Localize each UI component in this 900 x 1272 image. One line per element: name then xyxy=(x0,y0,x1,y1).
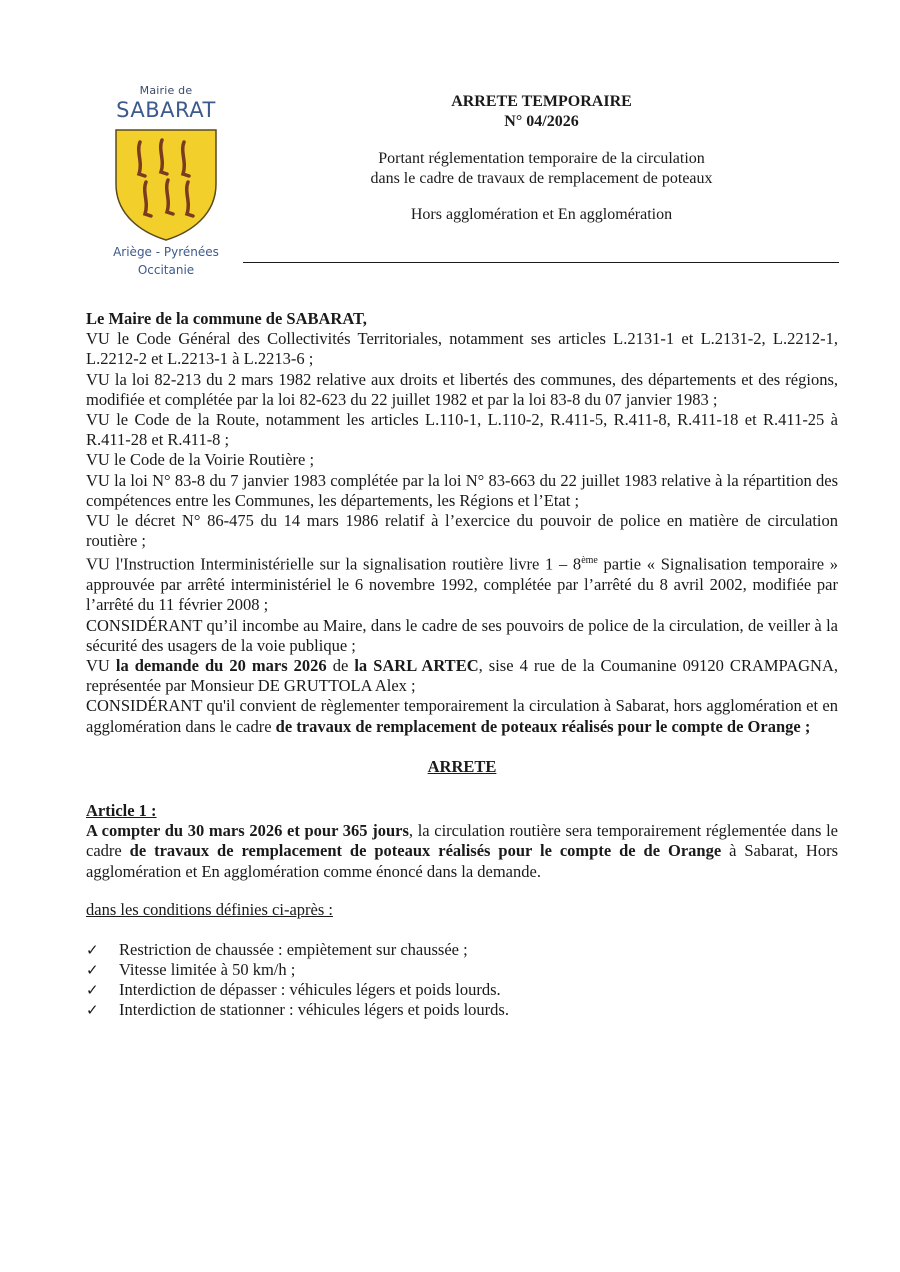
article-1-text: A compter du 30 mars 2026 et pour 365 jours, la circulation routière sera temporairement réglementée dans le cadre de travaux de remplacement de poteaux réalisés pour le compte de de Orange à Sabarat, Hors agglomération et En agglomération comme énoncé dans la demande. xyxy=(86,821,838,881)
visa-code-route: VU le Code de la Route, notamment les articles L.110-1, L.110-2, R.411-5, R.411-8, R.411-18 et R.411-25 à R.411-28 et R.411-8 ; xyxy=(86,410,838,450)
municipal-logo xyxy=(104,84,228,278)
logo-region-line1: Ariège - Pyrénées xyxy=(113,245,219,259)
coat-of-arms-icon xyxy=(110,124,222,242)
document-number: N° 04/2026 xyxy=(504,113,579,130)
header-divider xyxy=(243,262,839,263)
considerant-travaux: CONSIDÉRANT qu'il convient de règlementer temporairement la circulation à Sabarat, hors agglomération et en agglomération dans le cadre de travaux de remplacement de poteaux réalisés pour le compte de Orange ; xyxy=(86,696,838,736)
document-title: ARRETE TEMPORAIRE xyxy=(451,93,632,110)
considerant-securite: CONSIDÉRANT qu’il incombe au Maire, dans le cadre de ses pouvoirs de police de la circulation, de veiller à la sécurité des usagers de la voie publique ; xyxy=(86,615,838,655)
subtitle-line1: Portant réglementation temporaire de la circulation xyxy=(378,150,705,167)
article-1-title: Article 1 : xyxy=(86,800,157,820)
logo-mairie-label: Mairie de xyxy=(139,84,193,97)
document-header xyxy=(245,92,838,225)
subtitle-line2: dans le cadre de travaux de remplacement de poteaux xyxy=(370,170,713,187)
conditions-label: dans les conditions définies ci-après : xyxy=(86,899,333,919)
visa-decret-86-475: VU le décret N° 86-475 du 14 mars 1986 relatif à l’exercice du pouvoir de police en matière de circulation routière ; xyxy=(86,511,838,551)
visa-demande: VU la demande du 20 mars 2026 de la SARL ARTEC, sise 4 rue de la Coumanine 09120 CRAMPAGNA, représentée par Monsieur DE GRUTTOLA Alex ; xyxy=(86,655,838,696)
scope-line: Hors agglomération et En agglomération xyxy=(410,206,673,223)
visa-loi-82-213: VU la loi 82-213 du 2 mars 1982 relative aux droits et libertés des communes, des départements et des régions, modifiée et complétée par la loi 82-623 du 22 juillet 1982 et par la loi 83-8 du 07 janvier 1983 ; xyxy=(86,369,838,409)
check-icon: ✓ xyxy=(86,960,99,979)
check-icon: ✓ xyxy=(86,940,99,959)
check-icon: ✓ xyxy=(86,980,99,999)
visa-loi-83-8: VU la loi N° 83-8 du 7 janvier 1983 complétée par la loi N° 83-663 du 22 juillet 1983 relative à la répartition des compétences entre les Communes, les départements, les Régions et l’Etat ; xyxy=(86,470,838,510)
check-icon: ✓ xyxy=(86,1000,99,1019)
preamble-heading: Le Maire de la commune de SABARAT, xyxy=(86,309,367,328)
visa-voirie: VU le Code de la Voirie Routière ; xyxy=(86,450,315,470)
list-item: ✓ Interdiction de dépasser : véhicules légers et poids lourds. xyxy=(86,979,501,999)
arrete-heading: ARRETE xyxy=(427,756,497,776)
conditions-list xyxy=(86,940,838,1020)
list-item: ✓ Interdiction de stationner : véhicules légers et poids lourds. xyxy=(86,999,509,1019)
visa-instruction: VU l'Instruction Interministérielle sur la signalisation routière livre 1 – 8ème partie « Signalisation temporaire » approuvée par arrêté interministériel le 6 novembre 1992, complétée par l’arrêté du 8 avril 2002, modifiée par l’arrêté du 11 février 2008 ; xyxy=(86,554,838,615)
logo-region-line2: Occitanie xyxy=(137,263,195,277)
list-item: ✓ Vitesse limitée à 50 km/h ; xyxy=(86,959,296,979)
visa-cgct: VU le Code Général des Collectivités Territoriales, notamment ses articles L.2131-1 et L.2131-2, L.2212-1, L.2212-2 et L.2213-1 à L.2213-6 ; xyxy=(86,329,838,369)
document-body xyxy=(86,309,838,1020)
list-item: ✓ Restriction de chaussée : empiètement sur chaussée ; xyxy=(86,939,468,959)
logo-town-name: SABARAT xyxy=(116,98,216,122)
